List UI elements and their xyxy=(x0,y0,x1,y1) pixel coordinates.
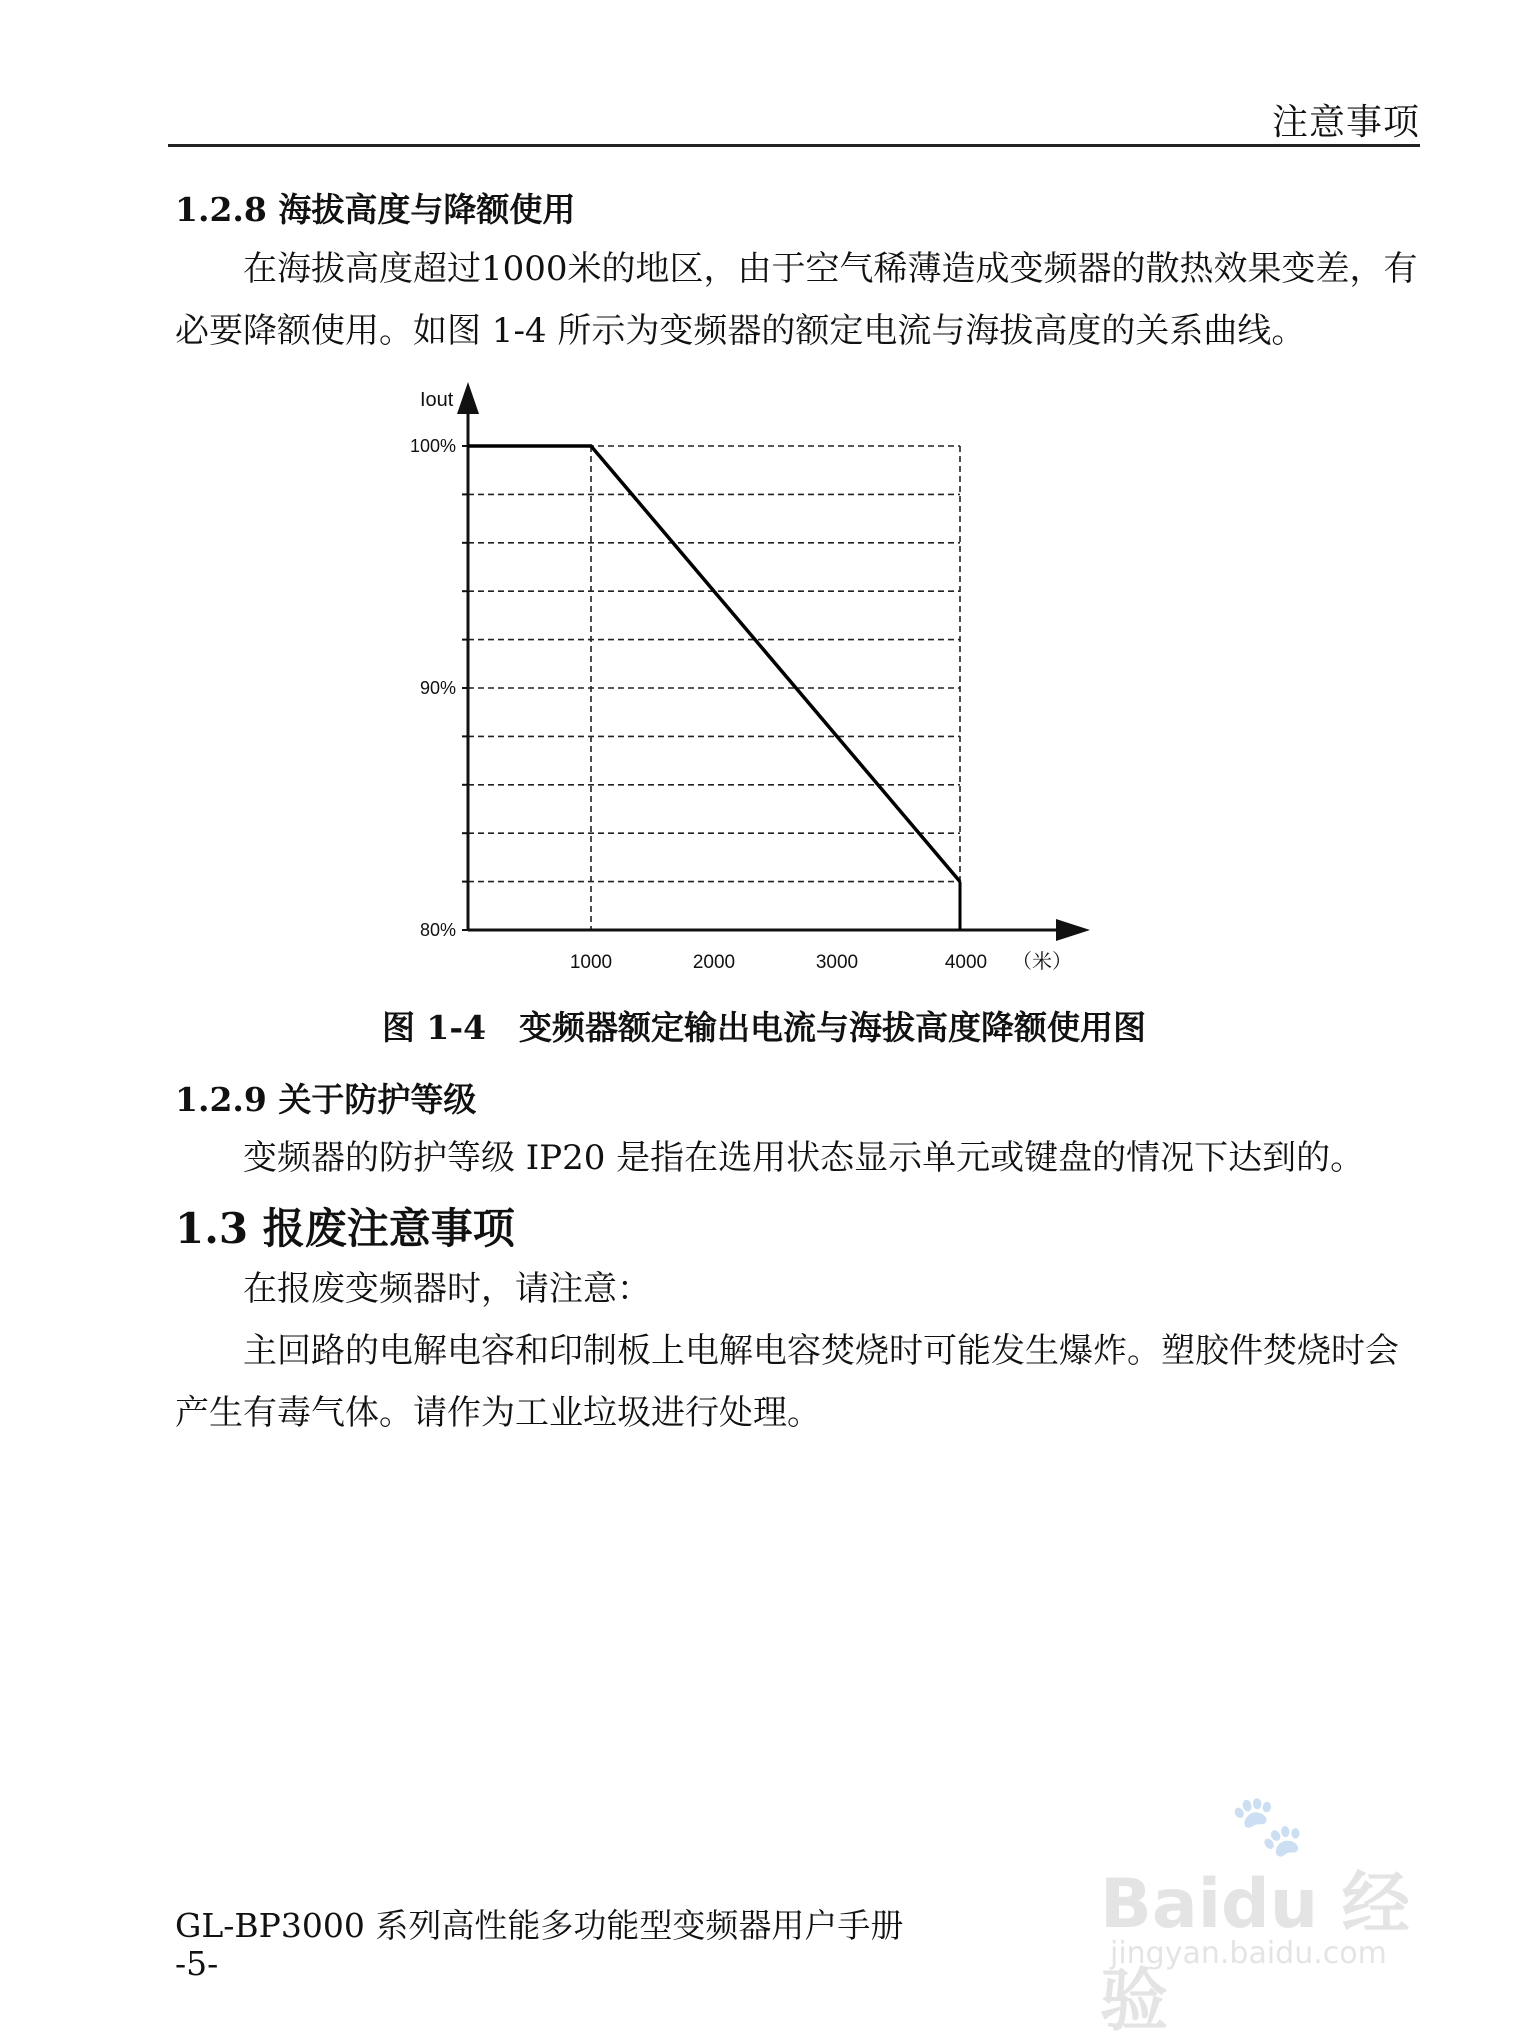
watermark-brand: Baidu 经验 xyxy=(1100,1865,1410,2041)
x-axis-arrow xyxy=(1056,919,1090,941)
footer-page-number: -5- xyxy=(175,1944,219,1983)
chart-svg xyxy=(390,380,1110,980)
header-rule xyxy=(168,144,1420,147)
x-axis-label: （米） xyxy=(1012,949,1072,973)
footer-manual-title: GL-BP3000 系列高性能多功能型变频器用户手册 xyxy=(175,1906,904,1945)
series-line xyxy=(468,446,960,882)
section-heading-1-2-9: 1.2.9 关于防护等级 xyxy=(175,1080,477,1119)
y-tick-label: 80% xyxy=(419,920,456,940)
baidu-watermark xyxy=(1100,1790,1460,2041)
y-tick-label: 90% xyxy=(419,678,456,698)
derating-chart xyxy=(390,380,1110,980)
section-paragraph-1-3-b: 主回路的电解电容和印制板上电解电容焚烧时可能发生爆炸。塑胶件焚烧时会产生有毒气体。请作为工业垃圾进行处理。 xyxy=(175,1331,1399,1433)
x-tick-label: 2000 xyxy=(692,952,736,973)
y-axis-label: Iout xyxy=(420,389,454,411)
watermark-url: jingyan.baidu.com xyxy=(1110,1936,1387,1971)
x-tick-label: 3000 xyxy=(815,952,859,973)
section-paragraph-1-2-9: 变频器的防护等级 IP20 是指在选用状态显示单元或键盘的情况下达到的。 xyxy=(243,1138,1365,1178)
x-tick-label: 4000 xyxy=(944,952,988,973)
paw-icon: 🐾 xyxy=(1230,1791,1305,1861)
header-title: 注意事项 xyxy=(1271,102,1420,143)
x-tick-label: 1000 xyxy=(569,952,613,973)
y-tick-label: 100% xyxy=(409,436,456,456)
y-axis-arrow xyxy=(457,382,479,414)
section-heading-1-2-8: 1.2.8 海拔高度与降额使用 xyxy=(175,190,576,229)
section-paragraph-1-3-a: 在报废变频器时，请注意： xyxy=(243,1269,651,1309)
section-paragraph-1-2-8: 在海拔高度超过1000米的地区，由于空气稀薄造成变频器的散热效果变差，有必要降额使用。如图 1-4 所示为变频器的额定电流与海拔高度的关系曲线。 xyxy=(175,249,1418,351)
figure-caption: 图 1-4 变频器额定输出电流与海拔高度降额使用图 xyxy=(381,1008,1147,1047)
section-heading-1-3: 1.3 报废注意事项 xyxy=(175,1204,515,1253)
